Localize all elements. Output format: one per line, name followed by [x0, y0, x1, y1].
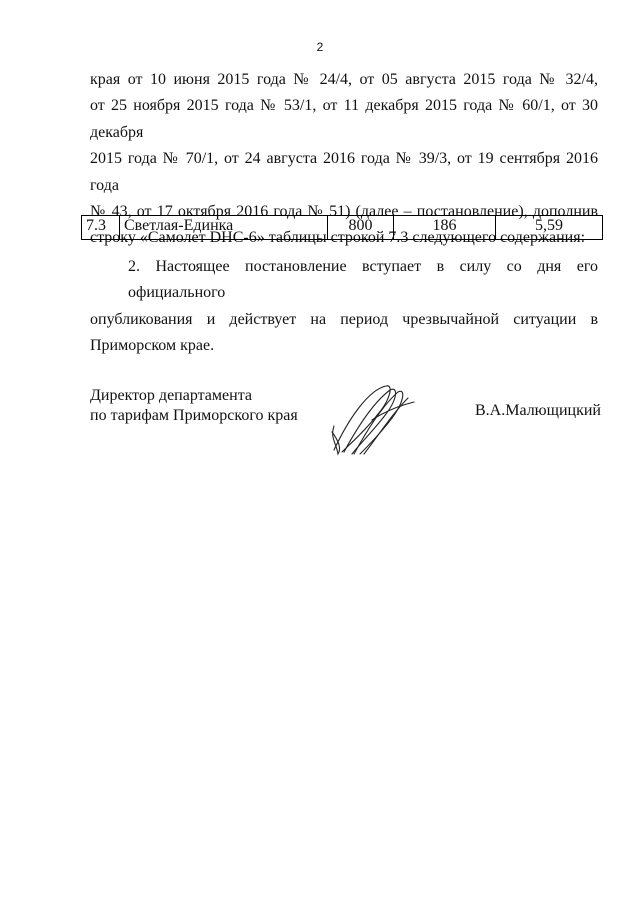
text-line: № 43, от 17 октября 2016 года № 51) (далее – постановление), дополнив [90, 203, 598, 221]
table-cell-route: Светлая-Единка [120, 216, 328, 240]
text-line: края от 10 июня 2015 года № 24/4, от 05 августа 2015 года № 32/4, [90, 71, 598, 88]
table-cell-value-2: 186 [394, 216, 496, 240]
text-line: 2015 года № 70/1, от 24 августа 2016 года № 39/3, от 19 сентября 2016 года [90, 150, 598, 194]
signatory-title-line: Директор департамента [90, 387, 252, 404]
text-line: от 25 ноября 2015 года № 53/1, от 11 декабря 2015 года № 60/1, от 30 декабря [90, 97, 598, 141]
handwritten-signature [328, 380, 416, 458]
signatory-title [90, 386, 298, 426]
table-cell-value-3: 5,59 [496, 216, 603, 240]
signatory-name: В.А.Малющицкий [475, 402, 601, 419]
table-cell-number: 7.3 [82, 216, 120, 240]
signatory-title-line: по тарифам Приморского края [90, 407, 298, 424]
page-number: 2 [316, 40, 324, 54]
tariff-table [81, 215, 603, 240]
paragraph-2 [90, 254, 598, 360]
text-line: 2. Настоящее постановление вступает в силу со дня его официального [128, 258, 598, 302]
text-line: строку «Самолет DHC-6» таблицы строкой 7.3 следующего содержания: [90, 229, 586, 247]
text-line: Приморском крае. [90, 337, 215, 355]
table-cell-value-1: 800 [328, 216, 394, 240]
text-line: опубликования и действует на период чрезвычайной ситуации в [90, 310, 598, 328]
table-row [82, 216, 603, 240]
